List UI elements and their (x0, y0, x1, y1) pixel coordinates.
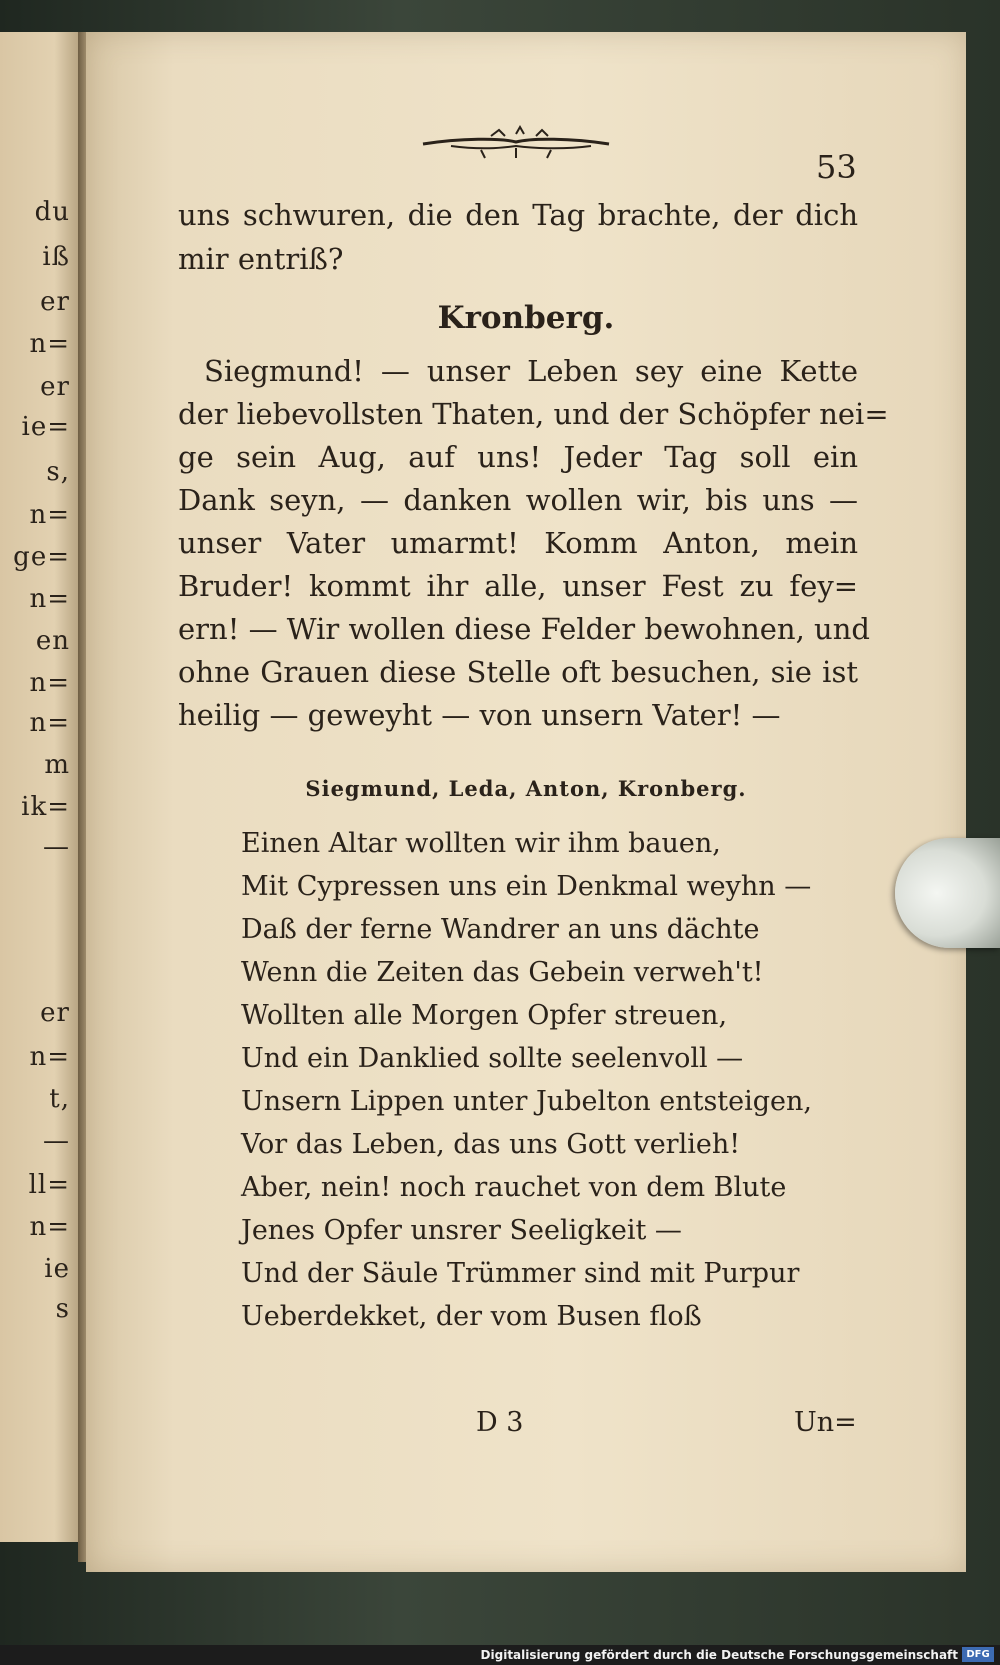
page-number: 53 (816, 148, 857, 186)
verse-line: Wenn die Zeiten das Gebein verweh't! (241, 957, 764, 988)
verse-line: Und der Säule Trümmer sind mit Purpur (241, 1258, 800, 1289)
speech-line: ohne Grauen diese Stelle oft besuchen, sie ist (178, 655, 858, 689)
left-page-text-fragment: n= (29, 584, 70, 614)
verse-line: Unsern Lippen unter Jubelton entsteigen, (241, 1086, 812, 1117)
left-page-text-fragment: m (44, 750, 70, 780)
speech-line: heilig — geweyht — von unsern Vater! — (178, 698, 781, 732)
verse-line: Wollten alle Morgen Opfer streuen, (241, 1000, 728, 1031)
left-page-text-fragment: iß (42, 242, 70, 272)
left-page-text-fragment: n= (29, 708, 70, 738)
speech-line: Dank seyn, — danken wollen wir, bis uns — (178, 483, 858, 517)
verse-line: Ueberdekket, der vom Busen floß (241, 1301, 702, 1332)
left-page-text-fragment: n= (29, 668, 70, 698)
catchword: Un= (794, 1407, 857, 1438)
left-page-text-fragment: er (40, 372, 70, 402)
left-page-text-fragment: t, (49, 1084, 70, 1114)
verse-line: Vor das Leben, das uns Gott verlieh! (241, 1129, 741, 1160)
left-page-text-fragment: n= (29, 500, 70, 530)
left-page-text-fragment: ik= (21, 792, 70, 822)
verse-line: Jenes Opfer unsrer Seeligkeit — (241, 1215, 682, 1246)
printer-signature: D 3 (476, 1407, 524, 1438)
speech-line: Bruder! kommt ihr alle, unser Fest zu fey= (178, 569, 858, 603)
left-page-text-fragment: s (55, 1294, 70, 1324)
verse-line: Daß der ferne Wandrer an uns dächte (241, 914, 760, 945)
verse-line: Aber, nein! noch rauchet von dem Blute (241, 1172, 787, 1203)
left-page-edge (0, 32, 78, 1542)
speech-line: ge sein Aug, auf uns! Jeder Tag soll ein (178, 440, 858, 474)
verse-line: Und ein Danklied sollte seelenvoll — (241, 1043, 744, 1074)
verse-line: Mit Cypressen uns ein Denkmal weyhn — (241, 871, 812, 902)
page-clip-icon (895, 838, 1000, 948)
left-page-text-fragment: ll= (28, 1170, 70, 1200)
speech-line: Siegmund! — unser Leben sey eine Kette (204, 354, 858, 388)
left-page-text-fragment: ge= (13, 542, 70, 572)
left-page-text-fragment: n= (29, 1042, 70, 1072)
book-page (86, 32, 966, 1572)
prose-line: mir entriß? (178, 242, 344, 276)
decorative-ornament-icon (421, 124, 611, 164)
left-page-text-fragment: er (40, 998, 70, 1028)
speakers-list: Siegmund, Leda, Anton, Kronberg. (305, 776, 747, 801)
left-page-text-fragment: — (43, 832, 70, 862)
prose-line: uns schwuren, die den Tag brachte, der dich (178, 198, 858, 232)
speech-line: unser Vater umarmt! Komm Anton, mein (178, 526, 858, 560)
speech-line: der liebevollsten Thaten, und der Schöpfer nei= (178, 397, 889, 431)
dfg-logo-icon: DFG (962, 1647, 994, 1662)
verse-line: Einen Altar wollten wir ihm bauen, (241, 828, 721, 859)
left-page-text-fragment: er (40, 287, 70, 317)
left-page-text-fragment: n= (29, 329, 70, 359)
digitization-notice: Digitalisierung gefördert durch die Deutsche Forschungsgemeinschaft (480, 1648, 958, 1662)
left-page-text-fragment: n= (29, 1212, 70, 1242)
left-page-text-fragment: s, (46, 457, 70, 487)
left-page-text-fragment: ie= (21, 412, 70, 442)
speech-line: ern! — Wir wollen diese Felder bewohnen, und (178, 612, 870, 646)
left-page-text-fragment: — (43, 1126, 70, 1156)
left-page-text-fragment: en (35, 626, 70, 656)
left-page-text-fragment: du (34, 197, 70, 227)
left-page-text-fragment: ie (44, 1254, 70, 1284)
speaker-heading: Kronberg. (437, 300, 615, 336)
